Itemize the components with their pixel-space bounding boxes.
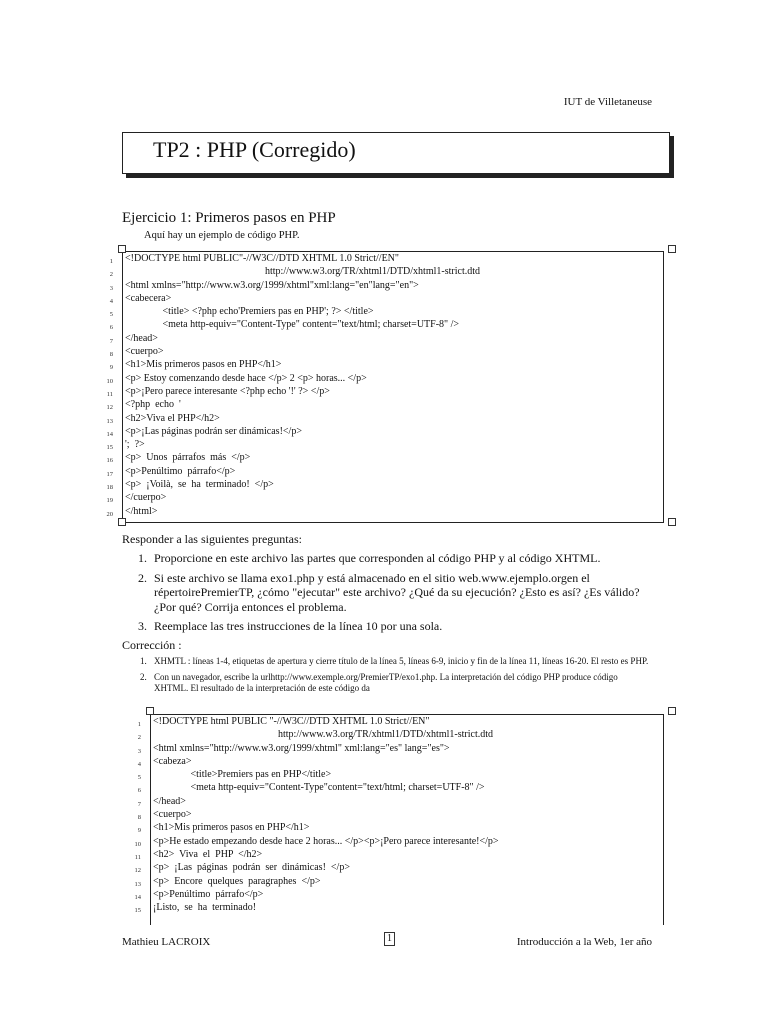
line-number: 9 [137,827,141,835]
correction-item-text: Con un navegador, escribe la urlhttp://www.exemple.org/PremierTP/exo1.php. La interpretación del código PHP produce código XHTML. El resultado de la interpretación de este código da [154,671,618,693]
code-line [137,795,663,808]
code-line [109,265,663,279]
line-number: 8 [109,351,113,359]
code-text: <p>Penúltimo párrafo</p> [153,888,264,900]
frame-corner-marker [668,518,676,526]
code-text: <?php echo ' [125,399,181,411]
code-line [106,385,663,398]
code-text: <p> ¡Voilà, se ha terminado! </p> [125,479,274,491]
question-item-text: Reemplace las tres instrucciones de la línea 10 por una sola. [154,619,443,633]
footer-page-number: 1 [384,932,395,946]
code-text: </cuerpo> [125,492,167,504]
code-line [106,412,663,425]
question-item-number: 1. [138,551,147,565]
line-number: 7 [137,800,141,808]
code-line [137,742,663,755]
question-item-text: Si este archivo se llama exo1.php y está almacenado en el sitio web.www.ejemplo.orgen el répertoirePremierTP, ¿cómo "ejecutar" este archivo? ¿Qué da su ejecución? ¿Esto es así? ¿Es válido? ¿Por qué? Corrija entonces el problema. [154,570,640,614]
correction-item [140,672,650,695]
code-line [106,465,663,478]
title-box [122,132,670,174]
code-text: <p> Encore quelques paragraphes </p> [153,875,321,887]
code-text: <title>Premiers pas en PHP</title> [153,769,332,781]
code-line [106,491,663,505]
code-line [109,358,663,372]
correction-item-number: 1. [140,656,147,666]
code-text: <html xmlns="http://www.w3.org/1999/xhtml" xml:lang="es" lang="es"> [153,742,450,754]
line-number: 16 [106,457,113,465]
line-number: 3 [137,747,141,755]
correction-item-text: XHMTL : líneas 1-4, etiquetas de apertura y cierre título de la línea 5, líneas 6-9, inicio y fin de la línea 11, líneas 16-20. El resto es PHP. [154,656,649,666]
line-number: 12 [106,404,113,412]
code-text: </html> [125,505,158,517]
exercise-intro: Aquí hay un ejemplo de código PHP. [144,230,300,241]
line-number: 13 [134,880,141,888]
line-number: 8 [137,814,141,822]
line-number: 13 [106,417,113,425]
code-line [109,345,663,359]
correction-item-number: 2. [140,671,147,682]
code-text: <h2> Viva el PHP </h2> [153,848,263,860]
code-text: <p> Unos párrafos más </p> [125,452,251,464]
code-text: <title> <?php echo'Premiers pas en PHP'; ?> </title> [125,306,374,318]
code-text: http://www.w3.org/TR/xhtml1/DTD/xhtml1-strict.dtd [153,729,493,741]
code-text: <cuerpo> [125,346,164,358]
code-text: <meta http-equiv="Content-Type"content="text/html; charset=UTF-8" /> [153,782,485,794]
frame-corner-marker [146,707,154,715]
line-number: 6 [137,787,141,795]
line-number: 10 [106,377,113,385]
code-line [137,755,663,768]
code-line [106,478,663,492]
code-line [137,821,663,835]
code-text: <!DOCTYPE html PUBLIC"-//W3C//DTD XHTML 1.0 Strict//EN" [125,253,399,264]
line-number: 18 [106,484,113,492]
code-text: <h1>Mis primeros pasos en PHP</h1> [125,359,282,371]
footer-course: Introducción a la Web, 1er año [516,936,652,948]
question-item-text: Proporcione en este archivo las partes que corresponden al código PHP y al código XHTML. [154,551,601,565]
code-text: <cuerpo> [153,809,192,821]
line-number: 17 [106,470,113,478]
code-line [137,781,663,795]
code-block-1 [106,251,664,523]
frame-corner-marker [118,518,126,526]
footer-author: Mathieu LACROIX [122,936,211,948]
question-item [138,571,652,615]
line-number: 5 [137,774,141,782]
line-number: 15 [106,444,113,452]
line-number: 14 [134,893,141,901]
code-line [109,252,663,265]
line-number: 7 [109,337,113,345]
questions-list [138,551,652,639]
code-text: http://www.w3.org/TR/xhtml1/DTD/xhtml1-strict.dtd [125,266,480,278]
line-number: 2 [109,271,113,279]
line-number: 2 [137,734,141,742]
frame-corner-marker [668,707,676,715]
code-text: <cabeza> [153,755,192,767]
line-number: 6 [109,324,113,332]
code-line [106,398,663,412]
code-line [134,848,663,861]
line-number: 3 [109,284,113,292]
line-number: 1 [137,721,141,728]
code-text: '; ?> [125,439,145,451]
frame-corner-marker [668,245,676,253]
exercise-title: Ejercicio 1: Primeros pasos en PHP [122,210,336,226]
page-title: TP2 : PHP (Corregido) [153,137,356,162]
code-text: <p> Estoy comenzando desde hace </p> 2 <p> horas... </p> [125,372,367,384]
correction-item [140,656,650,668]
code-line [106,505,663,518]
line-number: 5 [109,311,113,319]
code-line [109,279,663,292]
code-line [134,835,663,848]
code-line [109,305,663,319]
code-line [137,715,663,728]
code-text: </head> [125,332,158,344]
code-text: <meta http-equiv="Content-Type" content="text/html; charset=UTF-8" /> [125,319,460,331]
line-number: 12 [134,867,141,875]
line-number: 20 [106,510,113,518]
question-item [138,619,652,634]
code-text: <p> ¡Las páginas podrán ser dinámicas! </p> [153,862,350,874]
code-line [137,808,663,822]
line-number: 1 [109,258,113,265]
code-text: </head> [153,795,186,807]
line-number: 15 [134,907,141,915]
code-text: <h2>Viva el PHP</h2> [125,412,220,424]
line-number: 14 [106,430,113,438]
line-number: 11 [106,390,113,398]
line-number: 4 [109,297,113,305]
line-number: 19 [106,497,113,505]
header-institution: IUT de Villetaneuse [563,96,652,108]
code-block-2 [134,714,664,925]
code-line [106,372,663,385]
code-text: ¡Listo, se ha terminado! [153,902,257,914]
question-item-number: 3. [138,619,147,633]
code-line [134,901,663,915]
correction-list [140,656,650,699]
code-text: <p>He estado empezando desde hace 2 horas... </p><p>¡Pero parece interesante!</p> [153,835,499,847]
questions-intro: Responder a las siguientes preguntas: [122,532,302,546]
code-text: <html xmlns="http://www.w3.org/1999/xhtml"xml:lang="en"lang="en"> [125,279,419,291]
line-number: 10 [134,840,141,848]
correction-title: Corrección : [122,638,182,652]
question-item [138,551,652,566]
line-number: 9 [109,364,113,372]
code-text: <!DOCTYPE html PUBLIC "-//W3C//DTD XHTML 1.0 Strict//EN" [153,716,430,727]
code-text: <p>¡Pero parece interesante <?php echo '!' ?> </p> [125,385,330,397]
code-line [109,292,663,305]
code-line [137,768,663,782]
code-line [109,318,663,332]
code-line [134,888,663,901]
code-line [106,451,663,465]
code-line [134,861,663,875]
code-line [137,728,663,742]
code-text: <p>¡Las páginas podrán ser dinámicas!</p> [125,425,302,437]
code-line [134,875,663,888]
line-number: 11 [134,853,141,861]
question-item-number: 2. [138,570,147,585]
code-text: <cabecera> [125,292,172,304]
code-line [106,425,663,438]
frame-corner-marker [118,245,126,253]
line-number: 4 [137,760,141,768]
code-line [109,332,663,345]
code-text: <p>Penúltimo párrafo</p> [125,465,236,477]
code-text: <h1>Mis primeros pasos en PHP</h1> [153,822,310,834]
code-line [106,438,663,452]
